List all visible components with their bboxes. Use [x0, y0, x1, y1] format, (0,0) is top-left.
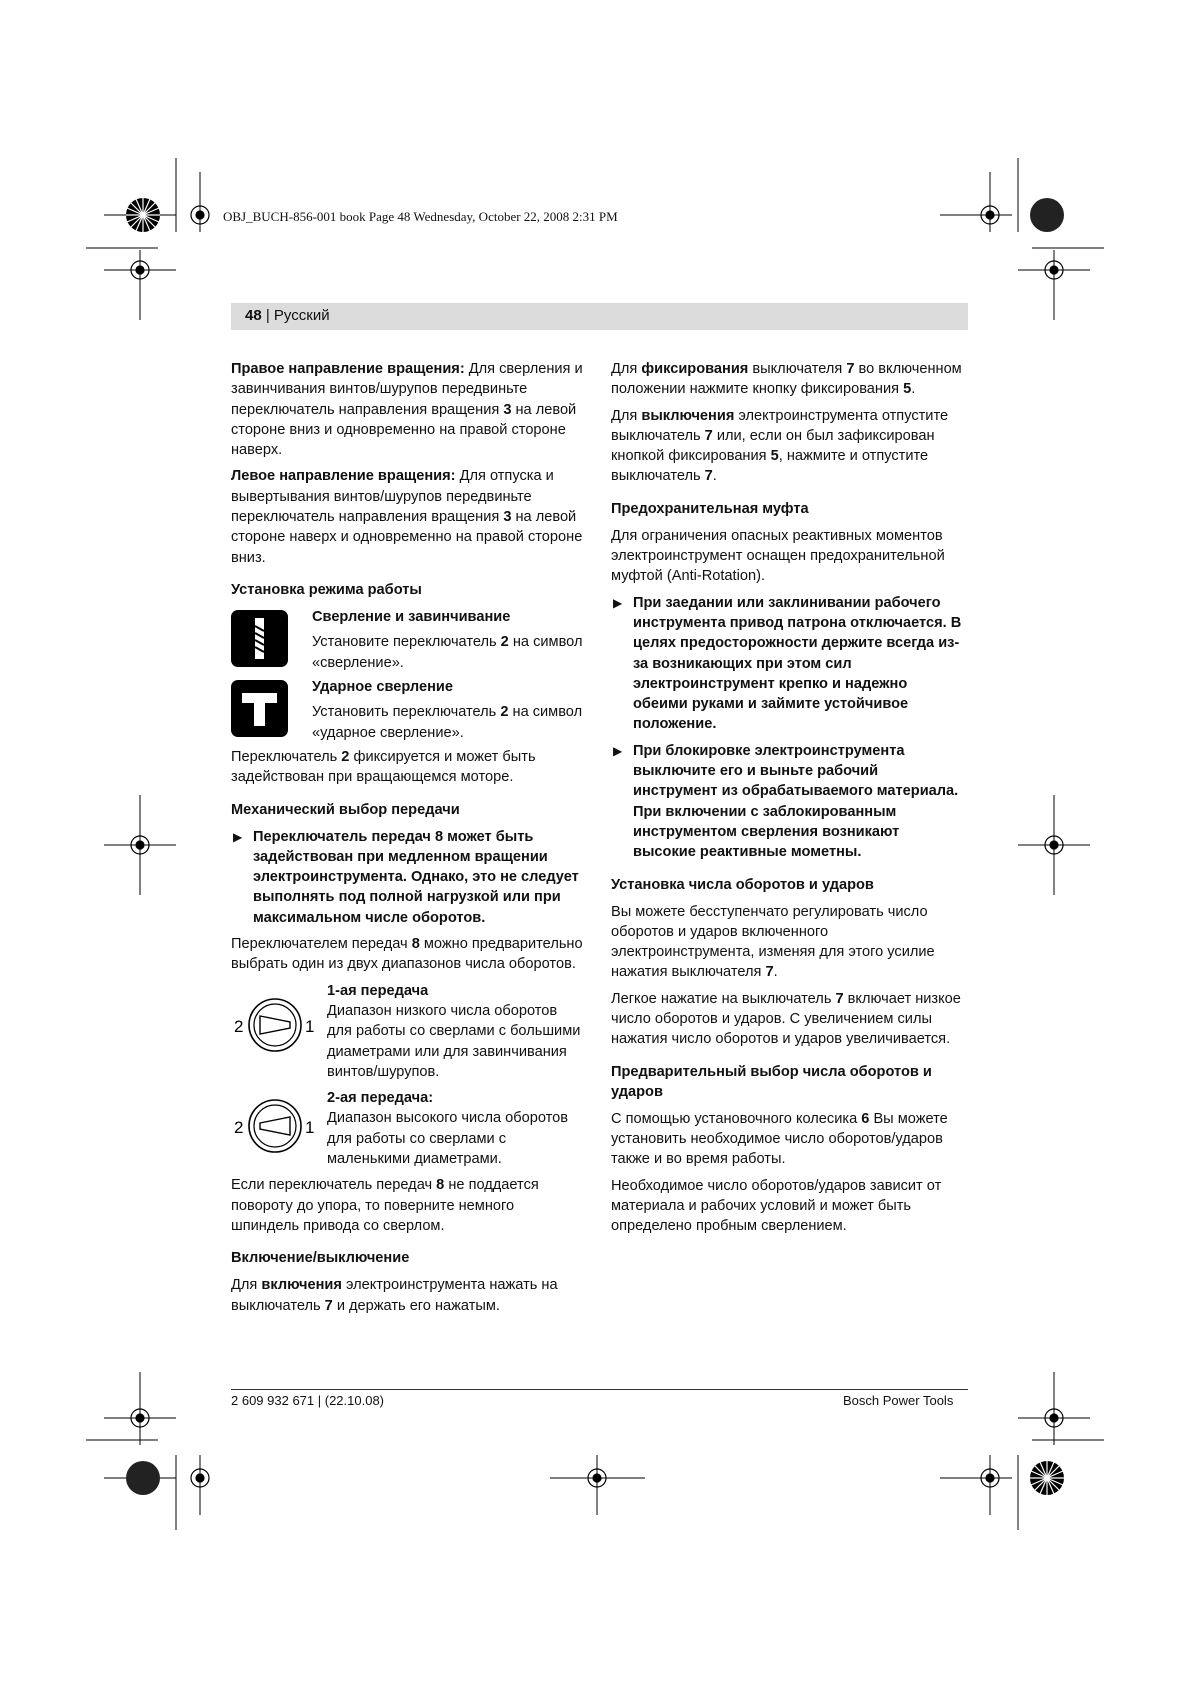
paragraph-left-rotation: Левое направление вращения: Для отпуска и вывертывания винтов/шурупов передвиньте переключатель направления вращения 3 на левой стороне наверх и одновременно на правой стороне вниз. [231, 468, 583, 566]
paragraph-gear-stuck: Если переключатель передач 8 не поддается повороту до упора, то поверните немного шпиндель привода со сверлом. [231, 1177, 539, 1234]
mode-drilling [231, 607, 583, 673]
footer-rule [231, 1389, 968, 1390]
paragraph-switch-on: Для включения электроинструмента нажать на выключатель 7 и держать его нажатым. [231, 1277, 558, 1314]
header-language: Русский [273, 307, 330, 324]
paragraph-switch-lock: Переключатель 2 фиксируется и может быть задействован при вращающемся моторе. [231, 748, 536, 786]
mode-drilling-text: Установите переключатель 2 на символ «сверление». [312, 634, 583, 671]
gear-dial-2-icon [232, 1096, 318, 1156]
paragraph-thumbwheel: С помощью установочного колесика 6 Вы можете установить необходимое число оборотов/ударов также и во время работы. [611, 1110, 948, 1168]
paragraph-lock-on: Для фиксирования выключателя 7 во включенном положении нажмите кнопку фиксирования 5. [611, 361, 962, 398]
hammer-symbol-icon [231, 680, 288, 737]
header-separator: | [261, 307, 274, 324]
warning-blocking: ▶ При блокировке электроинструмента выключите его и выньте рабочий инструмент из обрабатываемого материала. При включении с заблокированным инструментом сверления возникают высокие реактивные мометны. [613, 742, 959, 861]
running-header [245, 307, 330, 324]
heading-safety-clutch: Предохранительная муфта [611, 500, 809, 517]
bullet-arrow-icon: ▶ [233, 829, 243, 844]
gear-1-title: 1-ая передача [327, 982, 429, 999]
paragraph-speed-pressure: Легкое нажатие на выключатель 7 включает низкое число оборотов и ударов. С увеличением силы нажатия число оборотов и ударов увеличивается. [611, 990, 961, 1048]
bullet-arrow-icon: ▶ [613, 595, 623, 610]
footer-brand: Bosch Power Tools [843, 1393, 954, 1408]
svg-text:2: 2 [234, 1016, 244, 1036]
paragraph-gear-preselect: Переключателем передач 8 можно предварительно выбрать один из двух диапазонов числа оборотов. [231, 936, 583, 973]
print-slug: OBJ_BUCH-856-001 book Page 48 Wednesday, October 22, 2008 2:31 PM [223, 209, 618, 224]
mode-impact-text: Установить переключатель 2 на символ «ударное сверление». [312, 704, 583, 741]
mode-impact-title: Ударное сверление [312, 678, 454, 695]
paragraph-speed-variable: Вы можете бесступенчато регулировать число оборотов и ударов включенного электроинструмента, изменяя для этого усилие нажатия выключателя 7. [611, 903, 935, 981]
warning-gear-switch: ▶ Переключатель передач 8 может быть задействован при медленном вращении электроинструмента. Однако, это не следует выполнять под полной нагрузкой или при максимальном числе оборотов. [233, 828, 579, 926]
svg-text:1: 1 [305, 1118, 315, 1138]
left-column [231, 359, 583, 1322]
paragraph-speed-depends: Необходимое число оборотов/ударов зависит от материала и рабочих условий и может быть определено пробным сверлением. [611, 1177, 942, 1235]
drill-symbol-icon [231, 610, 288, 667]
mode-drilling-title: Сверление и завинчивание [312, 608, 511, 625]
gear-1 [231, 981, 583, 1082]
gear-1-text: Диапазон низкого числа оборотов для работы со сверлами с большими диаметрами или для завинчивания винтов/шурупов. [327, 1002, 581, 1080]
paragraph-right-rotation: Правое направление вращения: Для сверления и завинчивания винтов/шурупов передвиньте переключатель направления вращения 3 на левой стороне вниз и одновременно на правой стороне наверх. [231, 361, 583, 459]
paragraph-safety-clutch: Для ограничения опасных реактивных моментов электроинструмент оснащен предохранительной муфтой (Anti-Rotation). [611, 527, 945, 585]
heading-operating-mode: Установка режима работы [231, 581, 422, 598]
right-column [611, 359, 963, 1242]
heading-on-off: Включение/выключение [231, 1250, 410, 1267]
paragraph-switch-off: Для выключения электроинструмента отпустите выключатель 7 или, если он был зафиксирован кнопкой фиксирования 5, нажмите и отпустите выключатель 7. [611, 407, 949, 485]
svg-text:2: 2 [234, 1118, 244, 1138]
svg-text:1: 1 [305, 1016, 315, 1036]
heading-speed-preselection: Предварительный выбор числа оборотов и ударов [611, 1063, 932, 1100]
bullet-arrow-icon: ▶ [613, 743, 623, 758]
footer-code: 2 609 932 671 | (22.10.08) [231, 1393, 384, 1408]
header-bar [231, 303, 968, 330]
gear-2-title: 2-ая передача: [327, 1090, 434, 1107]
heading-speed-setting: Установка числа оборотов и ударов [611, 876, 874, 893]
gear-2-text: Диапазон высокого числа оборотов для работы со сверлами с маленькими диаметрами. [327, 1110, 569, 1168]
gear-2 [231, 1088, 583, 1169]
heading-gear-selection: Механический выбор передачи [231, 801, 460, 818]
gear-dial-1-icon [232, 995, 318, 1055]
mode-impact-drilling [231, 677, 583, 743]
warning-jamming: ▶ При заедании или заклинивании рабочего инструмента привод патрона отключается. В целях предосторожности держите всегда из-за возникающих при этом сил электроинструмент крепко и надежно обеими руками и займите устойчивое положение. [613, 594, 962, 733]
page-number: 48 [245, 307, 262, 324]
